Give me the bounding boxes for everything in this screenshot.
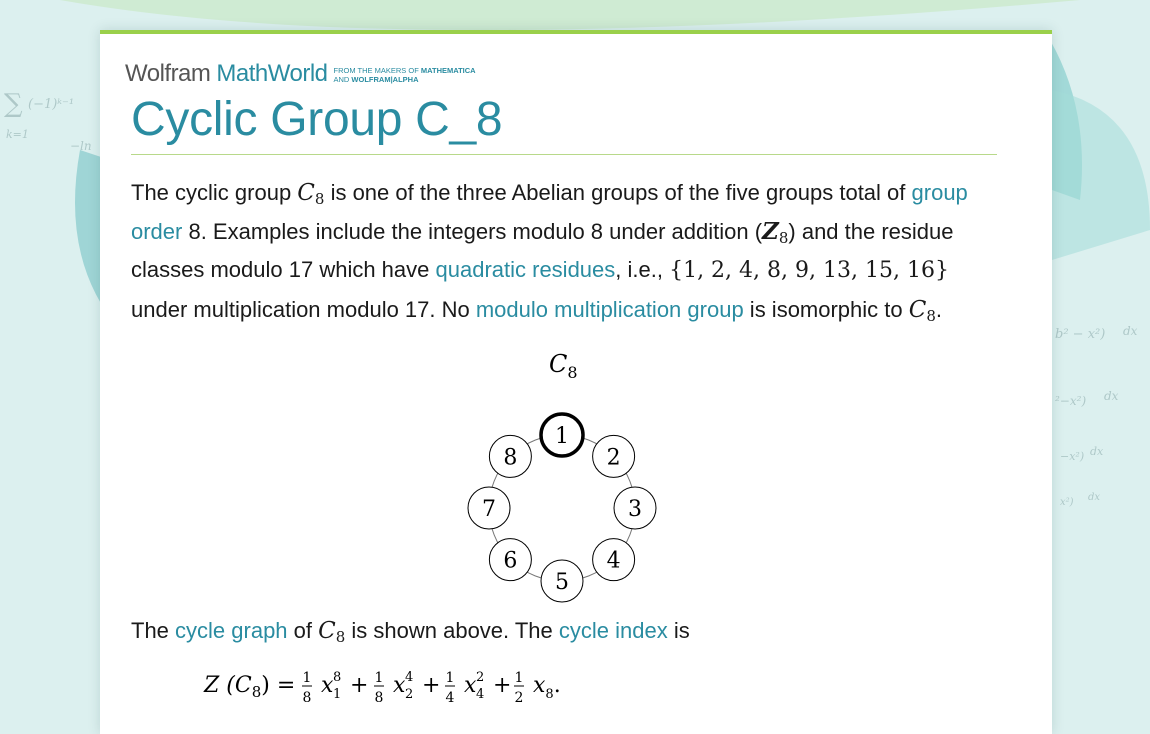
math-symbol: C: [318, 618, 336, 644]
text: , i.e.,: [615, 257, 670, 282]
graph-node-label: 6: [503, 548, 518, 574]
svg-text:4: 4: [445, 690, 455, 706]
page-title: Cyclic Group C_8: [131, 93, 503, 146]
math-c8: [909, 297, 936, 323]
graph-node-label: 8: [503, 445, 518, 471]
svg-text:dx: dx: [1090, 445, 1104, 458]
tagline-part: FROM THE MAKERS OF: [333, 66, 421, 75]
svg-text:dx: dx: [1104, 389, 1119, 403]
term-4: $x_8$.: [533, 673, 561, 702]
title-divider: [131, 154, 997, 155]
text: is one of the three Abelian groups of the five groups total of: [324, 180, 912, 205]
svg-text:(−1)ᵏ⁻¹: (−1)ᵏ⁻¹: [28, 97, 75, 112]
text: ) and the residue classes modulo 17 which have: [131, 218, 954, 282]
text: The: [131, 618, 176, 643]
graph-node-label: 2: [606, 445, 621, 471]
article-card: [100, 30, 1052, 734]
svg-text:²−x²): ²−x²): [1055, 394, 1087, 408]
graph-node-label: 4: [606, 548, 621, 574]
figure-label: $C_8$: [549, 350, 578, 382]
svg-text:x²): x²): [1060, 497, 1074, 508]
svg-text:1: 1: [514, 670, 524, 686]
math-subscript: 8: [335, 628, 346, 646]
text: is isomorphic to: [743, 296, 909, 322]
text: 8. Examples include the integers modulo 8 under addition (: [182, 218, 763, 244]
svg-text:k=1: k=1: [6, 128, 29, 141]
tagline-part: MATHEMATICA: [420, 66, 476, 75]
svg-text:dx: dx: [1088, 492, 1101, 503]
svg-text:1: 1: [374, 670, 384, 686]
svg-text:dx: dx: [1123, 324, 1138, 338]
plus: +: [422, 673, 441, 698]
cycle-graph-figure: [460, 342, 700, 595]
text: is shown above. The: [345, 618, 559, 643]
svg-text:8: 8: [374, 690, 384, 706]
svg-text:∑: ∑: [4, 89, 23, 119]
graph-node-label: 3: [628, 497, 642, 522]
graph-node-label: 7: [482, 497, 496, 522]
link-cycle-index[interactable]: cycle index: [558, 618, 668, 643]
math-subscript: 8: [926, 306, 936, 325]
graph-node-label: 1: [555, 424, 569, 449]
math-c8: [297, 180, 324, 206]
link-quadratic-residues[interactable]: quadratic residues: [435, 257, 616, 282]
fraction: [445, 670, 455, 706]
math-z8: [762, 219, 788, 245]
math-symbol: C: [908, 296, 927, 323]
svg-text:−ln: −ln: [70, 139, 92, 153]
residue-set: {1, 2, 4, 8, 9, 13, 15, 16}: [669, 258, 949, 283]
svg-text:−x²): −x²): [1060, 450, 1085, 463]
fraction: [302, 670, 312, 706]
svg-text:2: 2: [514, 690, 524, 706]
svg-text:8: 8: [302, 690, 312, 706]
svg-text:b² − x²): b² − x²): [1055, 327, 1106, 342]
svg-text:1: 1: [445, 670, 455, 686]
fraction: [514, 670, 524, 706]
math-c8: [318, 618, 345, 644]
plus: +: [493, 673, 512, 698]
tagline-part: AND: [333, 75, 352, 84]
intro-paragraph: [131, 174, 1003, 329]
logo-wolfram-text: Wolfram: [125, 60, 211, 87]
math-subscript: 8: [778, 228, 789, 247]
text: under multiplication modulo 17. No: [131, 296, 476, 322]
math-symbol: C: [297, 180, 315, 206]
logo-tagline: [334, 66, 476, 84]
term-3: x42: [464, 670, 485, 702]
logo-mathworld-text: MathWorld: [216, 60, 328, 87]
text: The cyclic group: [131, 180, 298, 205]
math-symbol: Z: [762, 217, 779, 245]
site-logo[interactable]: [125, 60, 476, 88]
tagline-part: WOLFRAM|ALPHA: [351, 75, 419, 84]
text: .: [935, 296, 943, 322]
math-subscript: 8: [314, 190, 325, 208]
svg-text:1: 1: [302, 670, 312, 686]
cycle-paragraph: [131, 612, 690, 650]
link-cycle-graph[interactable]: cycle graph: [175, 618, 288, 643]
link-group-order[interactable]: group order: [131, 180, 968, 244]
fraction: [374, 670, 384, 706]
plus: +: [350, 673, 369, 698]
graph-node-label: 5: [555, 570, 569, 595]
cycle-index-equation: [200, 662, 680, 714]
text: of: [287, 618, 319, 643]
term-1: x18: [321, 670, 342, 702]
text: is: [667, 618, 690, 643]
link-modulo-multiplication-group[interactable]: modulo multiplication group: [475, 296, 744, 322]
equation-lhs: Z $(C_8)$ =: [204, 673, 296, 701]
term-2: x24: [393, 670, 414, 702]
